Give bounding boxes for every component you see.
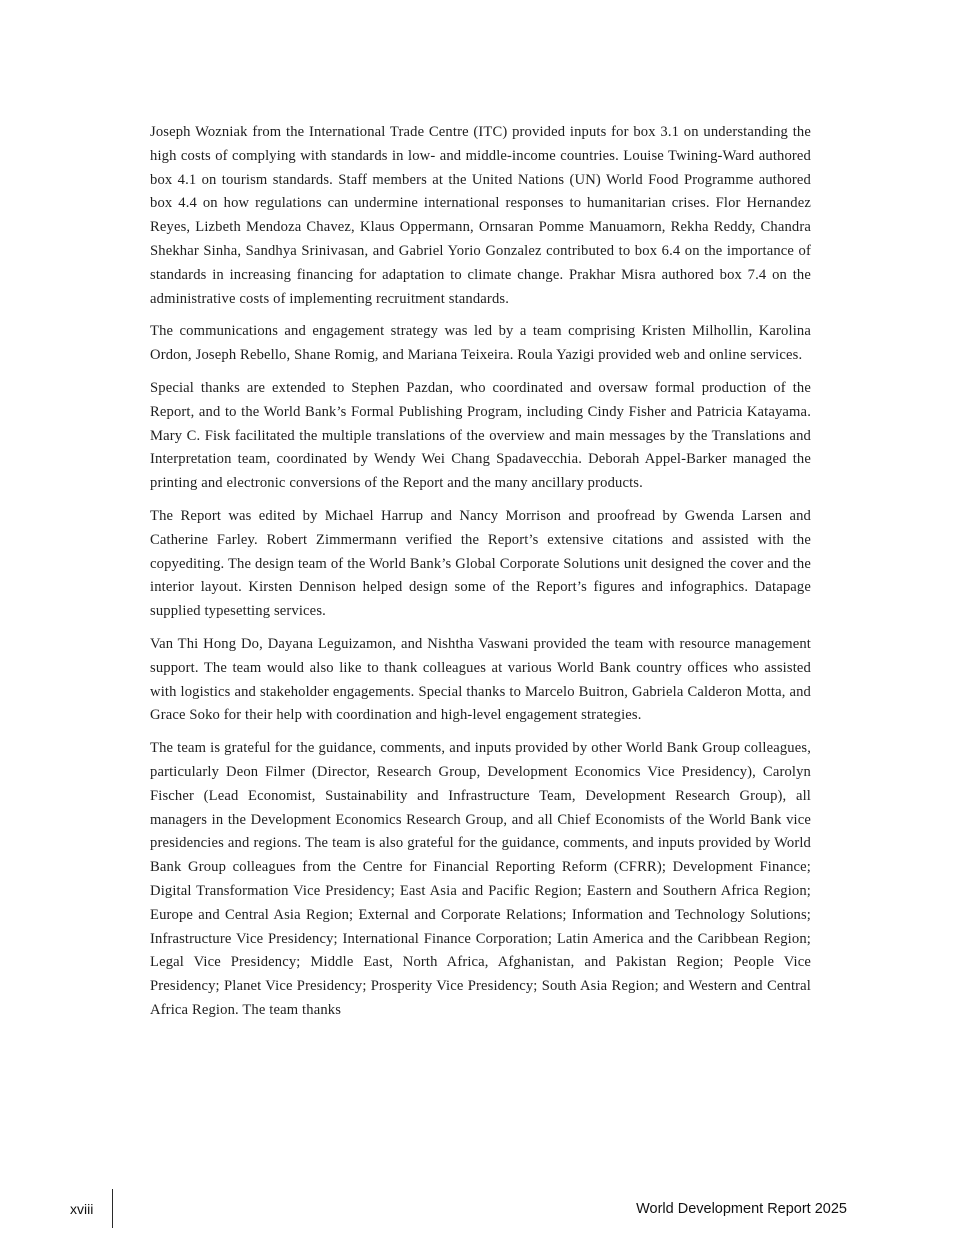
paragraph-acknowledgments-boxes: Joseph Wozniak from the International Trade Centre (ITC) provided inputs for box 3.1 on understanding the high costs of complying with standards in low- and middle-income countries. Louise Twining-Ward authored box 4.1 on tourism standards. Staff members at the United Nations (UN) World Food Programme authored box 4.4 on how regulations can undermine international responses to humanitarian crises. Flor Hernandez Reyes, Lizbeth Mendoza Chavez, Klaus Oppermann, Ornsaran Pomme Manuamorn, Rekha Reddy, Chandra Shekhar Sinha, Sandhya Srinivasan, and Gabriel Yorio Gonzalez contributed to box 6.4 on the importance of standards in increasing financing for adaptation to climate change. Prakhar Misra authored box 7.4 on the administrative costs of implementing recruitment standards. xyxy=(150,124,811,307)
page-number: xviii xyxy=(70,1201,94,1217)
paragraph-production-thanks: Special thanks are extended to Stephen Pazdan, who coordinated and oversaw formal production of the Report, and to the World Bank’s Formal Publishing Program, including Cindy Fisher and Patricia Katayama. Mary C. Fisk facilitated the multiple translations of the overview and main messages by the Translations and Interpretation team, coordinated by Wendy Wei Chang Spadavecchia. Deborah Appel-Barker managed the printing and electronic conversions of the Report and the many ancillary products. xyxy=(150,379,811,492)
page-body-text xyxy=(150,121,811,1032)
paragraph-resource-management: Van Thi Hong Do, Dayana Leguizamon, and Nishtha Vaswani provided the team with resource management support. The team would also like to thank colleagues at various World Bank country offices who assisted with logistics and stakeholder engagements. Special thanks to Marcelo Buitron, Gabriela Calderon Motta, and Grace Soko for their help with coordination and high-level engagement strategies. xyxy=(150,635,811,724)
paragraph-guidance-colleagues: The team is grateful for the guidance, comments, and inputs provided by other World Bank Group colleagues, particularly Deon Filmer (Director, Research Group, Development Economics Vice Presidency), Carolyn Fischer (Lead Economist, Sustainability and Infrastructure Team, Development Research Group), all managers in the Development Economics Research Group, and all Chief Economists of the World Bank vice presidencies and regions. The team is also grateful for the guidance, comments, and inputs provided by World Bank Group colleagues from the Centre for Financial Reporting Reform (CFRR); Development Finance; Digital Transformation Vice Presidency; East Asia and Pacific Region; Eastern and Southern Africa Region; Europe and Central Asia Region; External and Corporate Relations; Information and Technology Solutions; Infrastructure Vice Presidency; International Finance Corporation; Latin America and the Caribbean Region; Legal Vice Presidency; Middle East, North Africa, Afghanistan, and Pakistan Region; People Vice Presidency; Planet Vice Presidency; Prosperity Vice Presidency; South Asia Region; and Western and Central Africa Region. The team thanks xyxy=(150,740,811,1018)
paragraph-editing-design: The Report was edited by Michael Harrup and Nancy Morrison and proofread by Gwenda Larsen and Catherine Farley. Robert Zimmermann verified the Report’s extensive citations and assisted with the copyediting. The design team of the World Bank’s Global Corporate Solutions unit designed the cover and the interior layout. Kirsten Dennison helped design some of the Report’s figures and infographics. Datapage supplied typesetting services. xyxy=(150,507,811,620)
running-footer-title: World Development Report 2025 xyxy=(636,1201,847,1217)
footer-divider xyxy=(112,1189,113,1228)
paragraph-communications-team: The communications and engagement strategy was led by a team comprising Kristen Milhollin, Karolina Ordon, Joseph Rebello, Shane Romig, and Mariana Teixeira. Roula Yazigi provided web and online services. xyxy=(150,323,811,364)
